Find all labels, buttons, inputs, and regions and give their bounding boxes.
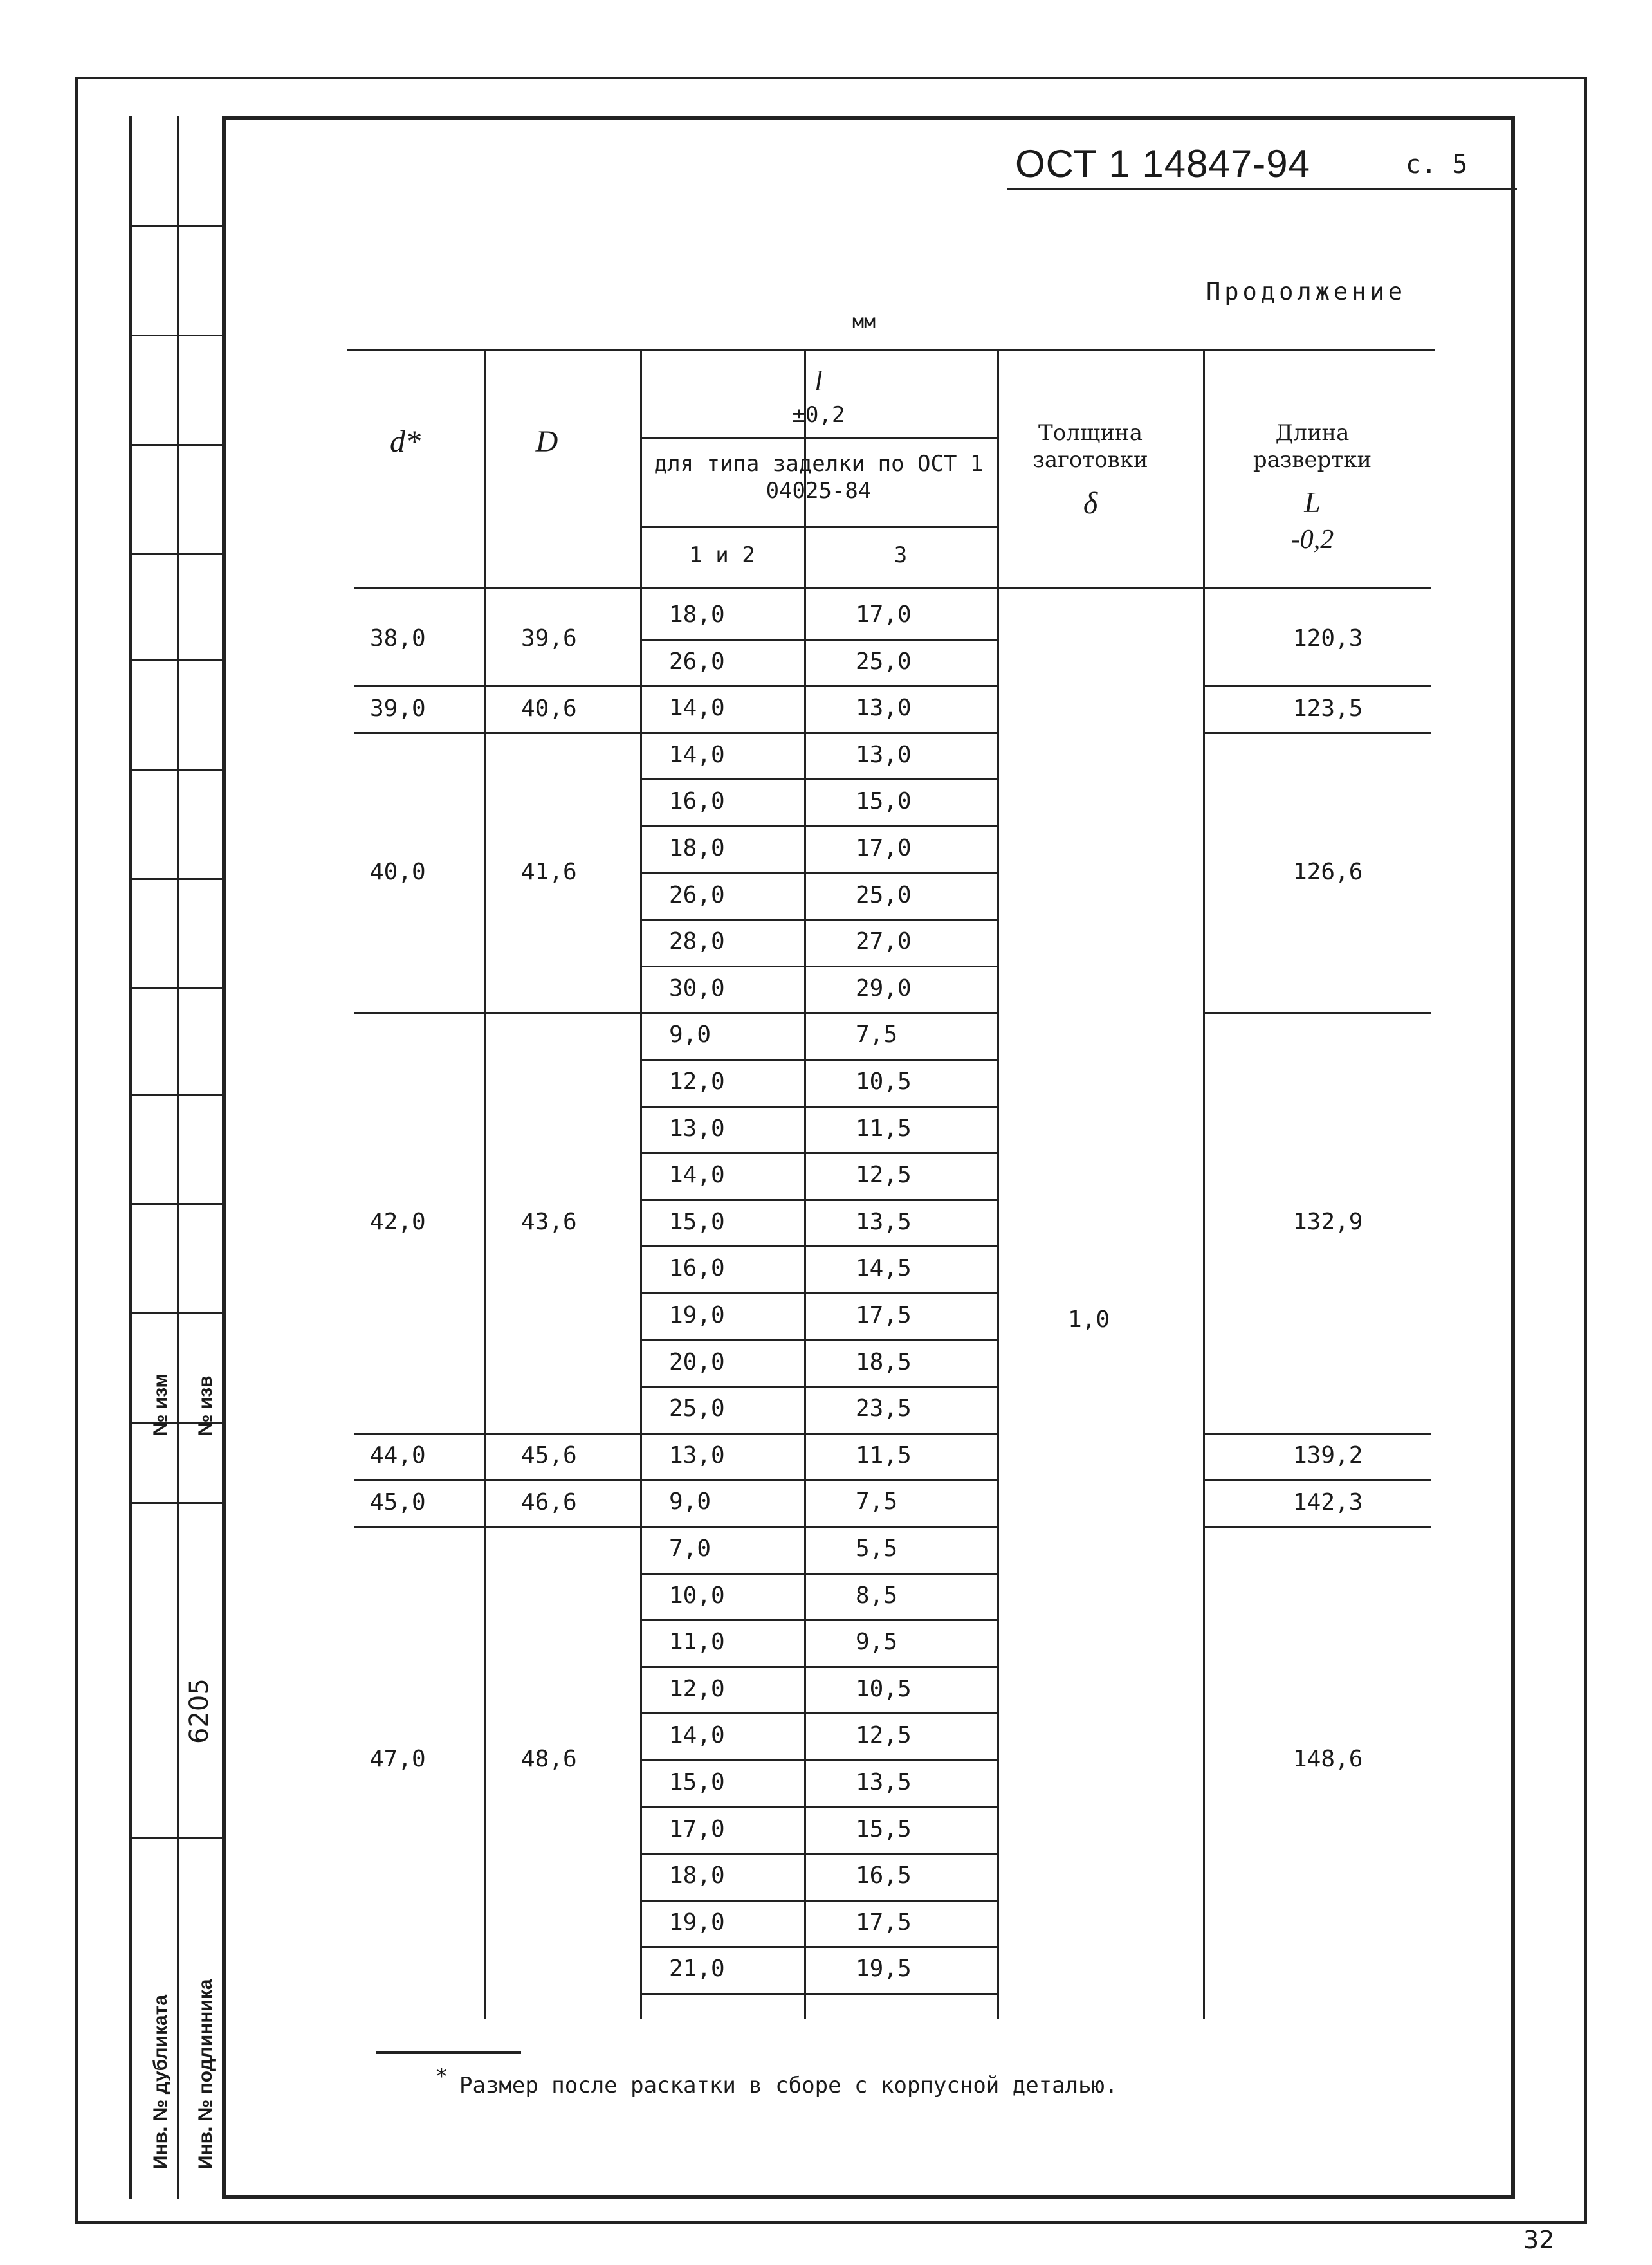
group-line-left xyxy=(354,1479,640,1481)
row-line xyxy=(640,966,997,967)
cell-l-type3: 7,5 xyxy=(856,1489,898,1516)
cell-D: 43,6 xyxy=(521,1209,577,1236)
cell-l-type3: 27,0 xyxy=(856,928,912,955)
cell-l-type12: 16,0 xyxy=(669,1255,725,1282)
cell-l-type3: 12,5 xyxy=(856,1162,912,1189)
group-line-right xyxy=(1203,1433,1431,1435)
cell-l-type3: 8,5 xyxy=(856,1582,898,1609)
header-l-type3: 3 xyxy=(894,542,908,568)
strip-label-dubl: Инв. № дубликата xyxy=(150,1994,171,2169)
row-line xyxy=(640,1433,997,1435)
cell-l-type3: 13,5 xyxy=(856,1208,912,1235)
cell-D: 41,6 xyxy=(521,858,577,885)
cell-D: 45,6 xyxy=(521,1442,577,1469)
side-strip-line xyxy=(129,553,222,555)
row-line xyxy=(640,1993,997,1995)
row-line xyxy=(640,872,997,874)
row-line xyxy=(640,1666,997,1668)
row-line xyxy=(640,1245,997,1247)
header-thickness-symbol: δ xyxy=(1083,486,1098,520)
side-strip-divider xyxy=(177,116,179,2199)
thickness-value: 1,0 xyxy=(1068,1307,1110,1333)
cell-l-type3: 17,5 xyxy=(856,1909,912,1936)
row-line xyxy=(640,1526,997,1528)
row-line xyxy=(640,685,997,687)
cell-l-type12: 19,0 xyxy=(669,1302,725,1328)
cell-l-type12: 20,0 xyxy=(669,1348,725,1375)
header-length-tolerance: -0,2 xyxy=(1290,525,1334,555)
header-l-type12: 1 и 2 xyxy=(689,542,755,568)
header-line-l xyxy=(640,437,997,439)
row-line xyxy=(640,778,997,780)
side-strip-line xyxy=(129,1502,222,1504)
side-strip-line xyxy=(129,1094,222,1096)
header-D: D xyxy=(535,425,558,459)
header-d: d* xyxy=(390,425,421,459)
cell-L: 126,6 xyxy=(1293,858,1363,885)
cell-l-type12: 15,0 xyxy=(669,1208,725,1235)
row-line xyxy=(640,919,997,921)
group-line-right xyxy=(1203,1479,1431,1481)
cell-l-type12: 16,0 xyxy=(669,788,725,815)
cell-l-type12: 17,0 xyxy=(669,1815,725,1842)
footnote-rule xyxy=(376,2051,521,2054)
footnote-text: Размер после раскатки в сборе с корпусной деталью. xyxy=(459,2073,1118,2098)
cell-l-type12: 18,0 xyxy=(669,835,725,861)
row-line xyxy=(640,1386,997,1388)
cell-l-type12: 10,0 xyxy=(669,1582,725,1609)
strip-label-izv: № изв xyxy=(195,1375,216,1436)
cell-l-type12: 14,0 xyxy=(669,695,725,722)
cell-l-type3: 17,5 xyxy=(856,1302,912,1328)
row-line xyxy=(640,1806,997,1808)
cell-d: 45,0 xyxy=(370,1489,426,1516)
cell-l-type3: 13,0 xyxy=(856,741,912,768)
cell-L: 148,6 xyxy=(1293,1746,1363,1772)
row-line xyxy=(640,1573,997,1575)
cell-d: 42,0 xyxy=(370,1209,426,1236)
row-line xyxy=(640,1012,997,1014)
row-line xyxy=(640,1059,997,1061)
cell-l-type3: 11,5 xyxy=(856,1442,912,1469)
group-line-left xyxy=(354,1012,640,1014)
side-strip-line xyxy=(129,1312,222,1314)
header-length: Длина развертки xyxy=(1253,420,1372,473)
cell-L: 142,3 xyxy=(1293,1489,1363,1516)
row-line xyxy=(640,1759,997,1761)
cell-l-type3: 15,0 xyxy=(856,788,912,815)
row-line xyxy=(640,1853,997,1855)
cell-l-type12: 14,0 xyxy=(669,1722,725,1749)
group-line-right xyxy=(1203,1526,1431,1528)
cell-d: 47,0 xyxy=(370,1746,426,1772)
cell-l-type12: 13,0 xyxy=(669,1442,725,1469)
row-line xyxy=(640,1199,997,1201)
header-line-l-sub xyxy=(640,526,997,528)
column-line xyxy=(484,349,486,2019)
cell-l-type12: 26,0 xyxy=(669,881,725,908)
cell-D: 46,6 xyxy=(521,1489,577,1516)
cell-l-type3: 13,0 xyxy=(856,695,912,722)
cell-l-type3: 19,5 xyxy=(856,1956,912,1983)
side-strip-line xyxy=(129,225,222,227)
cell-l-type3: 16,5 xyxy=(856,1862,912,1889)
side-strip-line xyxy=(129,878,222,880)
row-line xyxy=(640,1946,997,1948)
cell-l-type3: 7,5 xyxy=(856,1022,898,1049)
column-line xyxy=(1203,349,1205,2019)
row-line xyxy=(640,1152,997,1154)
row-line xyxy=(640,732,997,734)
side-strip xyxy=(129,116,222,2199)
cell-l-type12: 14,0 xyxy=(669,1162,725,1189)
cell-l-type12: 14,0 xyxy=(669,741,725,768)
side-strip-line xyxy=(129,659,222,661)
side-strip-line xyxy=(129,1837,222,1839)
side-strip-line xyxy=(129,987,222,989)
cell-D: 40,6 xyxy=(521,695,577,722)
strip-label-izm: № изм xyxy=(150,1373,171,1436)
units-label: мм xyxy=(852,311,876,333)
strip-label-podl: Инв. № подлинника xyxy=(195,1979,216,2169)
cell-l-type12: 12,0 xyxy=(669,1675,725,1702)
cell-l-type12: 9,0 xyxy=(669,1022,711,1049)
cell-L: 132,9 xyxy=(1293,1209,1363,1236)
cell-l-type12: 12,0 xyxy=(669,1068,725,1095)
strip-number: 6205 xyxy=(185,1678,214,1744)
header-bottom-line xyxy=(354,587,1431,589)
row-line xyxy=(640,639,997,641)
side-strip-line xyxy=(129,1203,222,1205)
row-line xyxy=(640,1292,997,1294)
header-l-tolerance: ±0,2 xyxy=(792,402,845,428)
cell-l-type12: 18,0 xyxy=(669,1862,725,1889)
group-line-left xyxy=(354,1526,640,1528)
row-line xyxy=(640,1900,997,1902)
cell-l-type12: 15,0 xyxy=(669,1769,725,1795)
cell-l-type12: 9,0 xyxy=(669,1489,711,1516)
cell-l-type3: 23,5 xyxy=(856,1395,912,1422)
row-line xyxy=(640,1479,997,1481)
row-line xyxy=(640,1339,997,1341)
header-length-symbol: L xyxy=(1304,486,1321,518)
cell-l-type3: 15,5 xyxy=(856,1815,912,1842)
cell-L: 120,3 xyxy=(1293,625,1363,652)
group-line-left xyxy=(354,685,640,687)
group-line-right xyxy=(1203,1012,1431,1014)
cell-l-type3: 13,5 xyxy=(856,1769,912,1795)
cell-L: 139,2 xyxy=(1293,1442,1363,1469)
cell-l-type12: 26,0 xyxy=(669,648,725,675)
cell-l-type3: 25,0 xyxy=(856,648,912,675)
header-l-subtitle: для типа заделки по ОСТ 1 04025-84 xyxy=(654,451,984,504)
cell-l-type3: 14,5 xyxy=(856,1255,912,1282)
side-strip-line xyxy=(129,444,222,446)
row-line xyxy=(640,1619,997,1621)
cell-l-type12: 28,0 xyxy=(669,928,725,955)
column-line xyxy=(997,349,999,2019)
cell-d: 40,0 xyxy=(370,858,426,885)
page-number: 32 xyxy=(1523,2226,1555,2254)
cell-l-type3: 12,5 xyxy=(856,1722,912,1749)
row-line xyxy=(640,825,997,827)
cell-l-type12: 13,0 xyxy=(669,1115,725,1142)
cell-D: 48,6 xyxy=(521,1746,577,1772)
footnote-star: * xyxy=(435,2064,448,2089)
group-line-left xyxy=(354,732,640,734)
continuation-label: Продолжение xyxy=(1206,278,1407,306)
document-code: ОСТ 1 14847-94 xyxy=(1015,142,1310,185)
header-l-symbol: l xyxy=(814,365,823,397)
column-line xyxy=(804,349,806,2019)
cell-l-type3: 11,5 xyxy=(856,1115,912,1142)
cell-l-type12: 18,0 xyxy=(669,601,725,628)
cell-l-type12: 25,0 xyxy=(669,1395,725,1422)
cell-d: 39,0 xyxy=(370,695,426,722)
cell-L: 123,5 xyxy=(1293,695,1363,722)
side-strip-line xyxy=(129,769,222,771)
column-line xyxy=(640,349,642,2019)
cell-l-type3: 5,5 xyxy=(856,1536,898,1562)
cell-l-type3: 9,5 xyxy=(856,1629,898,1656)
row-line xyxy=(640,1712,997,1714)
header-underline xyxy=(1007,188,1517,190)
group-line-left xyxy=(354,1433,640,1435)
cell-l-type12: 30,0 xyxy=(669,975,725,1002)
group-line-right xyxy=(1203,732,1431,734)
cell-d: 44,0 xyxy=(370,1442,426,1469)
cell-l-type3: 18,5 xyxy=(856,1348,912,1375)
cell-d: 38,0 xyxy=(370,625,426,652)
cell-l-type3: 10,5 xyxy=(856,1675,912,1702)
cell-l-type3: 17,0 xyxy=(856,601,912,628)
cell-l-type12: 19,0 xyxy=(669,1909,725,1936)
header-thickness: Толщина заготовки xyxy=(1032,420,1148,473)
row-line xyxy=(640,1106,997,1108)
cell-l-type12: 21,0 xyxy=(669,1956,725,1983)
page-reference: с. 5 xyxy=(1406,150,1468,179)
cell-l-type12: 11,0 xyxy=(669,1629,725,1656)
cell-l-type3: 10,5 xyxy=(856,1068,912,1095)
cell-l-type3: 29,0 xyxy=(856,975,912,1002)
cell-l-type12: 7,0 xyxy=(669,1536,711,1562)
cell-D: 39,6 xyxy=(521,625,577,652)
table-top-line xyxy=(347,349,1435,351)
group-line-right xyxy=(1203,685,1431,687)
cell-l-type3: 17,0 xyxy=(856,835,912,861)
cell-l-type3: 25,0 xyxy=(856,881,912,908)
side-strip-line xyxy=(129,335,222,336)
